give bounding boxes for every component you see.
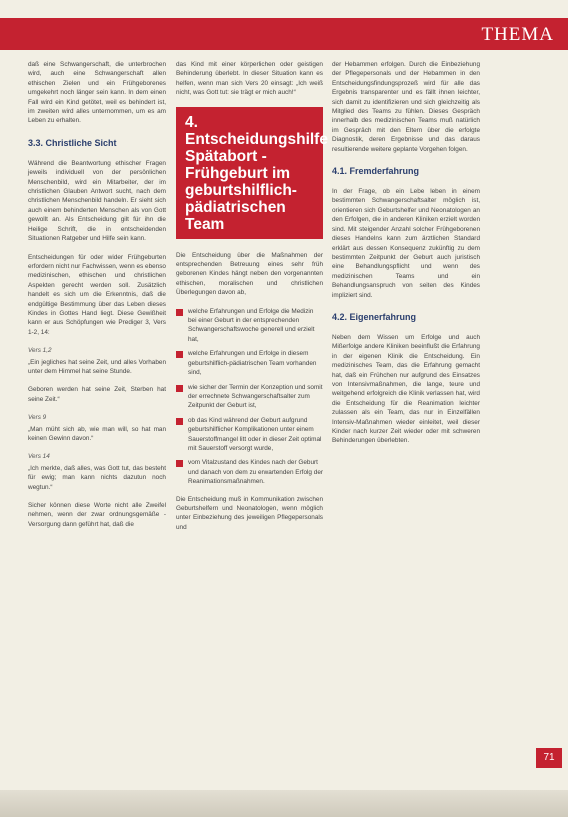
paragraph: das Kind mit einer körperlichen oder geistigen Behinderung überlebt. In dieser Situation kann es helfen, wenn man sich Vers 20 einsagt: „Ich weiß nicht, was Gott tut: sie trägt er mich auch!“ [176,61,323,97]
bullet-item: ob das Kind während der Geburt aufgrund geburtshilflicher Komplikationen unter einem Sauerstoffmangel litt oder in dieser Zeit optimal mit Sauerstoff versorgt wurde, [176,416,323,454]
subheading-own-experience: 4.2. Eigenerfahrung [332,311,417,322]
verse-reference: Vers 9 [28,414,47,422]
paragraph: der Hebammen erfolgen. Durch die Einbeziehung der Pflegepersonals und der Hebammen in den Entscheidungsfindungsprozeß wird für alle das Ergebnis transparenter und es fällt ihnen leichter, sich damit zu identifizieren und sich gleichzeitig als Mitglied des Teams zu fühlen. Dieses Gespräch innerhalb des medizinischen Teams muß natürlich im Gespräch mit den Eltern über die erfolgte Diagnostik, deren Ergebnisse und das daraus resultierende weitere geplante Vorgehen folgen. [332,61,480,153]
bullet-item: wie sicher der Termin der Konzeption und somit der errechnete Schwangerschaftsalter zum Zeitpunkt der Geburt ist, [176,383,323,411]
bullet-list [176,307,323,487]
page-edge-shadow [0,790,568,817]
subheading-christian-view: 3.3. Christliche Sicht [28,137,117,148]
verse-text: „Ich merkte, daß alles, was Gott tut, das besteht für ewig; man kann nichts dazutun noch wegtun.“ [28,464,166,491]
paragraph: Während die Beantwortung ethischer Fragen jeweils individuell von der persönlichen Menschenbild, wird ein Mitarbeiter, der im christlichen Glauben Antwort sucht, nach dem christlichen Menschenbild handeln. Er sieht sich auch einem behinderten Menschen als von Gott gewollt an. Als Entscheidung gilt für ihn die Heilige Schrift, die in entscheidenden Situationen Ratgeber und Hilfe sein kann. [28,159,166,243]
verse-reference: Vers 14 [28,453,50,461]
verse-text: „Man müht sich ab, wie man will, so hat man keinen Gewinn davon.“ [28,425,166,442]
column-middle [176,60,328,541]
verse-text: Geboren werden hat seine Zeit, Sterben hat seine Zeit.“ [28,386,166,403]
section-heading-decision-aid: 4. Entscheidungshilfe Spätabort - Frühgeburt im geburtshilflich-pädiatrischen Team [176,107,323,239]
paragraph: daß eine Schwangerschaft, die unterbrochen wird, auch eine Schwangerschaft allen ethischen Zielen und ein Frühgeborenes umgekehrt noch länger sein kann. In dem einen Fall wird ein Kind getötet, weil es behindert ist, im zweiten wird alles unternommen, um es am Leben zu erhalten. [28,61,166,125]
paragraph: Sicher können diese Worte nicht alle Zweifel nehmen, wenn der zwar ordnungsgemäße - Versorgung dann geführt hat, daß die [28,502,166,528]
paragraph: Die Entscheidung über die Maßnahmen der entsprechenden Betreuung eines sehr früh geborenen Kindes hängt neben den vorgenannten ethischen, moralischen und christlichen Überlegungen davon ab, [176,251,323,297]
verse-reference: Vers 1,2 [28,347,52,355]
paragraph: Die Entscheidung muß in Kommunikation zwischen Geburtshelfern und Neonatologen, wenn möglich unter Einbeziehung des jeweiligen Pflegepersonals und [176,495,323,531]
column-left [28,60,166,538]
page-number: 71 [536,748,562,768]
verse-text: „Ein jegliches hat seine Zeit, und alles Vorhaben unter dem Himmel hat seine Stunde. [28,358,166,375]
bullet-item: vom Vitalzustand des Kindes nach der Geburt und danach von dem zu erwartenden Erfolg der Reanimationsmaßnahmen. [176,458,323,486]
paragraph: Entscheidungen für oder wider Frühgeburten erfordern nicht nur Fachwissen, wenn es ebenso medizinischen, ethischen und christlichen Aspekten gerecht werden soll. Zusätzlich handelt es sich um die Erkenntnis, daß die endgültige Bestimmung über das Leben dieses Kindes in Gottes Hand liegt. Diese Gewißheit kann er aus Schöpfungen wie Prediger 3, Vers 1-2, 14: [28,253,166,336]
bullet-item: welche Erfahrungen und Erfolge in diesem geburtshilflich-pädiatrischen Team vorhanden sind, [176,349,323,377]
paragraph: Neben dem Wissen um Erfolge und auch Mißerfolge andere Kliniken beeinflußt die Erfahrung in der eigenen Klinik die Entscheidung. Ein medizinisches Team, das die Erfahrung gemacht hat, daß ein Frühchen nur aufgrund des Einsatzes von Intensivmaßnahmen, die lange, teure und weitgehend erfolgreich die Klinik verlassen hat, wird die Entscheidung für die Reanimation leichter zulassen als ein Team, das nur in Einzelfällen Intensiv-Maßnahmen wieder einleitet, weil dieser Kinder nach kurzer Zeit wieder oder mit schweren Behinderungen überlebten. [332,333,480,445]
subheading-external-experience: 4.1. Fremderfahrung [332,166,420,177]
bullet-item: welche Erfahrungen und Erfolge die Medizin bei einer Geburt in der entsprechenden Schwangerschaftswoche generell und erzielt hat, [176,307,323,345]
header-band [0,18,568,50]
column-right [332,60,480,455]
section-label: THEMA [481,24,554,45]
paragraph: In der Frage, ob ein Lebe leben in einem bestimmten Schwangerschaftsalter möglich ist, orientieren sich Geburtshelfer und Neonatologen an den Erfolgen, die in anderen Kliniken erzielt worden sind. Mit steigender Anzahl solcher Frühgeborenen dieses Handelns kann zum ärztlichen Standard erklärt aus dessen Konsequenz zukünftig zu dem bestimmten Zeitpunkt der Geburt auch juristisch eine Behandlungspflicht und wenn des medizinischen Teams und ein Behandlungsanspruch von seiten des Kindes impliziert sind. [332,188,480,299]
